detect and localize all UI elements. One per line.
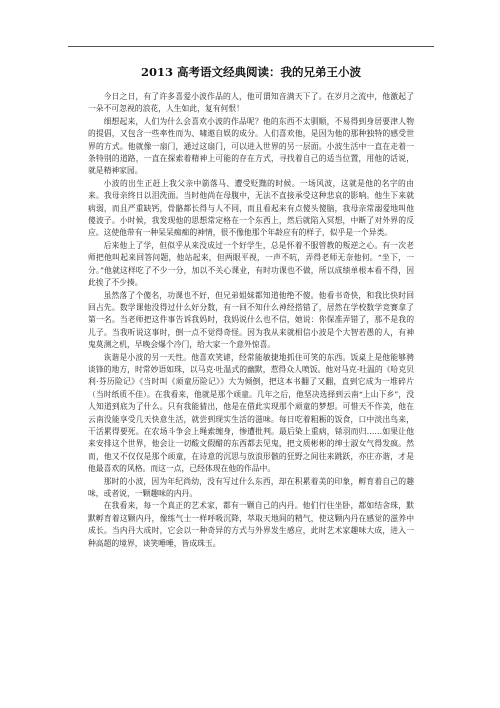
paragraph: 小波的出生正赶上我父亲中箭落马、遭受贬黜的时候。一场风波，这就是他的名字的由来。我母亲终日以泪洗面。当时他尚在母腹中，无法不直接承受这种悲哀的影响。他生下来就病弱，而且严重缺钙，骨骼都长得与人不同，而且看起来有点傻头傻脑，我母亲常溺爱地叫他傻波子。小时候，我发现他的思想常定格在一个东西上，然后就陷入冥想，中断了对外界的反应。这使他带有一种呆呆痴痴的神情，很不像他那个年龄应有的样子，似乎是一个异类。 xyxy=(88,178,414,238)
paragraph: 虽然落了个傻名，功课也不好，但兄弟姐妹都知道他绝不傻。他看书奇快，和我比快时回回占先。数学课他没得过什么好分数，有一回不知什么神经搭错了，居然在学校数学竞赛拿了第一名。当老师把这件事告诉我妈时，我妈说什么也不信，她说：你保准弄错了，那不是我的儿子。当我听说这事时，倒一点不觉得奇怪。因为我从来就相信小波是个大智若愚的人，有神鬼莫测之机，早晚会爆个冷门，给大家一个意外惊喜。 xyxy=(88,290,414,350)
paragraph: 诙谐是小波的另一天性。他喜欢笑谑，经常能敏捷地抓住可笑的东西。饭桌上是他能够骋谈锋的地方，时常妙语如珠，以马克·吐温式的幽默，惹得众人喷饭。他对马克·吐温的《哈克贝利·芬历险记》《当时叫《顽童历险记》》大为倾倒，把这本书翻了又翻，直到它成为一堆碎片（当时纸质不佳）。在我看来，他就是那个顽童。几年之后，他坚决选择到云南“上山下乡”，没人知道到底为了什么。只有我能猜出，他是在借此实现那个顽童的梦想。可惜天不作美，他在云南没能享受几天快意生活，就尝到现实生活的滋味。每日吃着粗粝的饭食，口中淡出鸟来，干活累得要死。在农场斗争会上绳索缠身，惨遭批判。最后染上重病，铩羽而归……如果让他来安排这个世界，他会让一切酸文假醋的东西都去见鬼，把文质彬彬的绅士淑女气得发疯。然而，他又不仅仅是那个顽童，在诗意的沉思与放浪形骸的狂野之间往来跳跃，亦庄亦谐，才是他最喜欢的风格。而这一点，已经体现在他的作品中。 xyxy=(88,352,414,474)
paragraph: 那时的小波，因为年纪尚幼，没有写过什么东西，却在积累着美的印象，孵育着自己的趣味，或者说，一颗趣味的内丹。 xyxy=(88,476,414,498)
document-title: 2013 高考语文经典阅读：我的兄弟王小波 xyxy=(140,65,361,79)
paragraph: 细想起来，人们为什么会喜欢小波的作品呢？他的东西不太驯顺，不易得到身居要津人物的提倡，又包含一些率性而为、啸遨自娱的成分。人们喜欢他，是因为他的那种独特的感受世界的方式。他就像一扇门，通过这扇门，可以进入世界的另一层面。小波生活中一直在走着一条特别的道路，一直在探索着精神上可能的存在方式，寻找着自己的适当位置，用他的话说，就是精神家园。 xyxy=(88,116,414,176)
paragraph: 后来他上了学，但似乎从来没成过一个好学生，总是怀着不服管教的叛逆之心。有一次老师把他叫起来回答问题，他站起来，但两眼平视，一声不吭，弄得老师无奈他何。“坐下，一分。”他就这样吃了不少一分，加以不关心课业，有时功课也不做，所以成绩单根本看不得，因此挨了不少揍。 xyxy=(88,240,414,288)
paragraph: 今日之日，有了许多喜爱小波作品的人，他可谓知音满天下了。在岁月之流中，他激起了一朵不可忽视的浪花，人生如此，复有何恨！ xyxy=(88,92,414,114)
paragraph: 在我看来，每一个真正的艺术家，都有一颗自己的内丹。他们行住坐卧，都如结舍珠，默默孵育着这颗内丹，像练气士一样呼吸沉降，萃取天地间的精气，使这颗内丹在感觉的滋养中成长。当内丹大成时，它会以一种奇异的方式与外界发生感应，此时艺术家趣味大成，进入一种高超的境界，谈笑唾唾，皆成珠玉。 xyxy=(88,501,414,548)
document-page xyxy=(88,60,414,550)
header-rule xyxy=(68,46,434,47)
